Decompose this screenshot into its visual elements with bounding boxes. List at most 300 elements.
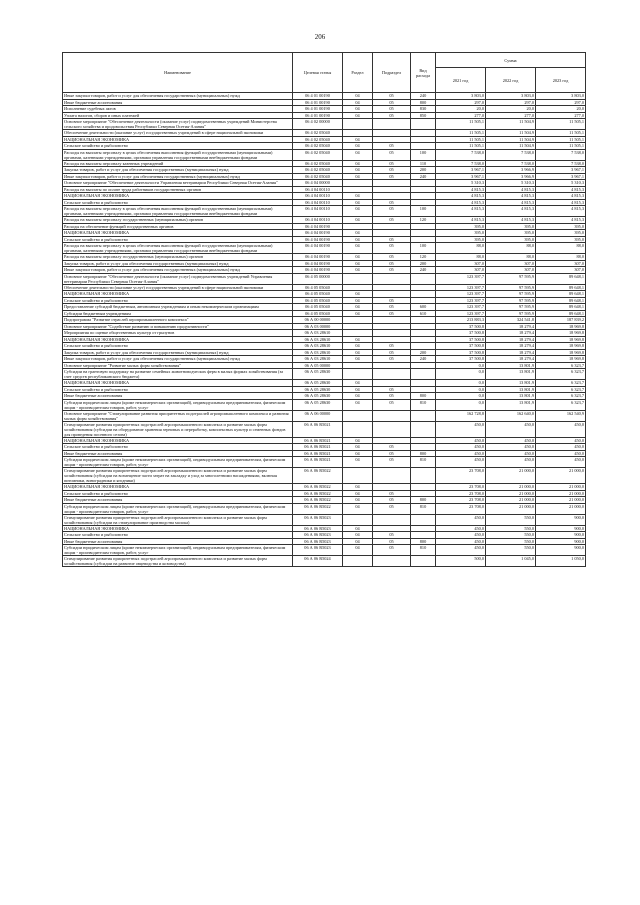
row-sum-2022: 307,0 [486, 260, 536, 267]
row-sum-2021: 3 967,1 [436, 167, 486, 174]
row-name: Сельское хозяйство и рыболовство [63, 297, 293, 304]
row-sum-2022: 88,0 [486, 243, 536, 254]
row-expense-type: 240 [411, 173, 436, 180]
row-sum-2022: 4 815,3 [486, 217, 536, 224]
row-article: 06 А 03 28610 [293, 356, 343, 363]
row-article: 06 А 06 R5022 [293, 503, 343, 514]
row-section [343, 514, 373, 525]
table-row [63, 369, 586, 380]
row-article: 06 А 06 R5021 [293, 444, 343, 451]
row-sum-2021: 4 815,3 [436, 193, 486, 200]
row-sum-2023: 11 505,1 [536, 143, 586, 150]
row-section: 04 [343, 260, 373, 267]
row-subsection: 05 [373, 386, 411, 393]
row-sum-2021: 277,0 [436, 112, 486, 119]
row-sum-2023: 450,0 [536, 444, 586, 451]
row-sum-2022: 18 279,4 [486, 323, 536, 330]
row-subsection: 05 [373, 297, 411, 304]
row-sum-2021: 23 708,0 [436, 484, 486, 491]
row-section: 04 [343, 93, 373, 100]
row-sum-2023: 450,0 [536, 450, 586, 457]
row-sum-2021: 307,0 [436, 260, 486, 267]
row-sum-2021: 0,0 [436, 399, 486, 410]
row-section: 04 [343, 545, 373, 556]
row-section: 04 [343, 217, 373, 224]
row-section: 04 [343, 304, 373, 311]
row-expense-type: 240 [411, 356, 436, 363]
row-sum-2021: 4 815,3 [436, 217, 486, 224]
row-name: НАЦИОНАЛЬНАЯ ЭКОНОМИКА [63, 230, 293, 237]
row-name: НАЦИОНАЛЬНАЯ ЭКОНОМИКА [63, 380, 293, 387]
row-sum-2022: 307,0 [486, 267, 536, 274]
row-subsection: 05 [373, 310, 411, 317]
row-sum-2021: 162 728,8 [436, 410, 486, 421]
row-section: 04 [343, 490, 373, 497]
row-sum-2022: 13 801,9 [486, 386, 536, 393]
row-expense-type [411, 410, 436, 421]
row-name: Расходы на выплаты персоналу государственных (муниципальных) органов [63, 217, 293, 224]
row-sum-2023: 21 000,0 [536, 468, 586, 484]
row-section: 04 [343, 450, 373, 457]
row-article: 06 А 00 00000 [293, 317, 343, 324]
row-article: 06 4 05 05040 [293, 284, 343, 291]
row-section [343, 556, 373, 567]
row-sum-2022: 4 815,3 [486, 206, 536, 217]
row-sum-2023: 3 967,1 [536, 167, 586, 174]
row-section: 04 [343, 199, 373, 206]
row-subsection: 05 [373, 243, 411, 254]
row-subsection: 05 [373, 167, 411, 174]
row-expense-type: 850 [411, 112, 436, 119]
row-name: Субсидии юридическим лицам (кроме некоммерческих организаций), индивидуальным предпринимателям, физическим лицам - производителям товаров, работ, услуг [63, 545, 293, 556]
row-section [343, 119, 373, 130]
row-sum-2021: 123 397,7 [436, 304, 486, 311]
row-name: Закупка товаров, работ и услуг для обеспечения государственных (муниципальных) нужд [63, 349, 293, 356]
row-sum-2022: 88,0 [486, 254, 536, 261]
row-section: 04 [343, 267, 373, 274]
row-sum-2023: 6 323,7 [536, 380, 586, 387]
row-name: Основное мероприятие "Обеспечение деятельности (оказание услуг) подведомственных учреждений Министерства сельского хозяйства и продовольствия Республики Северная Осетия-Алания" [63, 119, 293, 130]
row-sum-2021: 450,0 [436, 514, 486, 525]
row-sum-2023: 89 648,1 [536, 304, 586, 311]
row-article: 06 4 04 00190 [293, 230, 343, 237]
row-sum-2023: 21 000,0 [536, 484, 586, 491]
row-subsection: 05 [373, 399, 411, 410]
header-name: Наименование [63, 53, 293, 93]
row-section: 04 [343, 112, 373, 119]
row-sum-2023: 18 969,8 [536, 336, 586, 343]
row-subsection: 05 [373, 538, 411, 545]
row-expense-type: 810 [411, 457, 436, 468]
row-sum-2022: 450,0 [486, 421, 536, 437]
row-article: 06 4 01 00190 [293, 93, 343, 100]
row-article: 06 А 06 00000 [293, 410, 343, 421]
row-sum-2021: 450,0 [436, 525, 486, 532]
row-section: 04 [343, 254, 373, 261]
row-sum-2023: 4 815,3 [536, 186, 586, 193]
row-name: Сельское хозяйство и рыболовство [63, 490, 293, 497]
row-sum-2023: 900,0 [536, 532, 586, 539]
row-sum-2023: 89 648,1 [536, 297, 586, 304]
row-sum-2022: 20,0 [486, 106, 536, 113]
row-expense-type [411, 119, 436, 130]
row-name: Сельское хозяйство и рыболовство [63, 236, 293, 243]
row-sum-2022: 13 801,9 [486, 362, 536, 369]
row-expense-type: 800 [411, 393, 436, 400]
row-sum-2022: 450,0 [486, 437, 536, 444]
row-sum-2023: 3 803,0 [536, 93, 586, 100]
row-article: 06 4 02 05040 [293, 167, 343, 174]
table-row [63, 421, 586, 437]
row-article: 06 А 06 R5022 [293, 468, 343, 484]
row-name: Основное мероприятие "Обеспечение деятельности Управления ветеринарии Республики Северная Осетия-Алания" [63, 180, 293, 187]
row-name: Сельское хозяйство и рыболовство [63, 143, 293, 150]
row-sum-2022: 7 538,0 [486, 149, 536, 160]
row-sum-2021: 11 505,1 [436, 130, 486, 137]
row-article: 06 4 04 00190 [293, 267, 343, 274]
row-expense-type: 120 [411, 217, 436, 224]
row-sum-2023: 450,0 [536, 421, 586, 437]
row-section: 04 [343, 173, 373, 180]
row-name: Сельское хозяйство и рыболовство [63, 532, 293, 539]
row-sum-2021: 23 708,0 [436, 503, 486, 514]
row-expense-type [411, 556, 436, 567]
row-name: Основное мероприятие "Содействие развитию и повышению продуктивности" [63, 323, 293, 330]
row-sum-2023: 6 323,7 [536, 399, 586, 410]
row-article: 06 А 05 28630 [293, 399, 343, 410]
row-sum-2022: 11 504,9 [486, 130, 536, 137]
row-sum-2023: 11 505,1 [536, 130, 586, 137]
header-subsection: Подраздел [373, 53, 411, 93]
row-name: Сельское хозяйство и рыболовство [63, 343, 293, 350]
row-sum-2023: 900,0 [536, 514, 586, 525]
header-sums: Сумма [436, 53, 586, 68]
row-name: Субсидии бюджетным учреждениям [63, 310, 293, 317]
row-expense-type: 800 [411, 497, 436, 504]
row-sum-2021: 123 397,7 [436, 310, 486, 317]
row-article: 06 4 02 05040 [293, 160, 343, 167]
row-article: 06 4 05 00000 [293, 273, 343, 284]
row-sum-2022: 97 595,9 [486, 291, 536, 298]
row-name: Исполнение судебных актов [63, 106, 293, 113]
row-sum-2022: 4 815,3 [486, 193, 536, 200]
row-expense-type: 810 [411, 399, 436, 410]
row-sum-2022: 11 504,9 [486, 136, 536, 143]
row-sum-2023: 6 323,7 [536, 386, 586, 393]
row-article: 06 4 02 05040 [293, 173, 343, 180]
row-sum-2021: 23 708,0 [436, 490, 486, 497]
row-name: Расходы на выплаты персоналу казенных учреждений [63, 160, 293, 167]
row-sum-2021: 3 967,1 [436, 173, 486, 180]
row-sum-2023: 3 967,1 [536, 173, 586, 180]
header-2022: 2022 год [486, 68, 536, 93]
row-sum-2021: 37 500,8 [436, 323, 486, 330]
row-section: 04 [343, 538, 373, 545]
row-sum-2023: 307,0 [536, 260, 586, 267]
row-article: 06 А 05 28630 [293, 369, 343, 380]
row-sum-2021: 11 505,1 [436, 143, 486, 150]
table-row [63, 468, 586, 484]
row-sum-2022: 21 000,0 [486, 490, 536, 497]
row-section: 04 [343, 349, 373, 356]
row-sum-2022: 18 279,4 [486, 349, 536, 356]
row-name: Подпрограмма "Развитие отраслей агропромышленного комплекса" [63, 317, 293, 324]
row-sum-2023: 21 000,0 [536, 497, 586, 504]
row-sum-2022: 324 541,8 [486, 317, 536, 324]
row-name: Расходы на выплаты по оплате труда работников государственных органов [63, 186, 293, 193]
table-row [63, 243, 586, 254]
row-name: Стимулирование развития приоритетных подотраслей агропромышленного комплекса и развитие малых форм хозяйствования (субсидии на возмещение части затрат на закладку и уход за многолетними насаждениями, включая питомники, виноградники и ягодники) [63, 468, 293, 484]
row-section: 04 [343, 136, 373, 143]
row-expense-type: 200 [411, 167, 436, 174]
row-sum-2022: 550,0 [486, 538, 536, 545]
row-sum-2021: 297,0 [436, 99, 486, 106]
row-sum-2022: 450,0 [486, 444, 536, 451]
row-subsection: 05 [373, 149, 411, 160]
row-name: Субсидии юридическим лицам (кроме некоммерческих организаций), индивидуальным предпринимателям, физическим лицам - производителям товаров, работ, услуг [63, 503, 293, 514]
row-name: Иные закупки товаров, работ и услуг для обеспечения государственных (муниципальных) нужд [63, 267, 293, 274]
row-sum-2023: 6 323,7 [536, 369, 586, 380]
row-expense-type: 810 [411, 545, 436, 556]
row-sum-2022: 97 595,9 [486, 297, 536, 304]
row-section [343, 468, 373, 484]
row-name: Расходы на выплаты персоналу в целях обеспечения выполнения функций государственными (муниципальными) органами, казенными учреждениями, органами управления государственными внебюджетными фондами [63, 206, 293, 217]
row-expense-type [411, 468, 436, 484]
row-sum-2021: 7 538,0 [436, 160, 486, 167]
row-name: Обеспечение деятельности (оказание услуг) государственных учреждений в сфере национальной экономики [63, 284, 293, 291]
row-sum-2022: 395,0 [486, 236, 536, 243]
row-sum-2022: 21 000,0 [486, 503, 536, 514]
row-subsection [373, 273, 411, 284]
row-name: Иные бюджетные ассигнования [63, 450, 293, 457]
row-sum-2023: 900,0 [536, 545, 586, 556]
row-article: 06 А 05 28630 [293, 380, 343, 387]
row-subsection [373, 468, 411, 484]
row-name: Субсидии юридическим лицам (кроме некоммерческих организаций), индивидуальным предпринимателям, физическим лицам - производителям товаров, работ, услуг [63, 399, 293, 410]
row-section [343, 421, 373, 437]
row-article: 06 А 06 R5023 [293, 532, 343, 539]
row-expense-type: 800 [411, 99, 436, 106]
row-name: Иные закупки товаров, работ и услуг для обеспечения государственных (муниципальных) нужд [63, 93, 293, 100]
row-sum-2021: 123 397,7 [436, 273, 486, 284]
row-expense-type: 810 [411, 503, 436, 514]
header-2021: 2021 год [436, 68, 486, 93]
row-article: 06 А 05 28630 [293, 393, 343, 400]
row-article: 06 4 04 00000 [293, 180, 343, 187]
row-section: 04 [343, 532, 373, 539]
table-body [63, 93, 586, 567]
row-sum-2021: 450,0 [436, 538, 486, 545]
row-subsection: 05 [373, 450, 411, 457]
table-row [63, 410, 586, 421]
row-sum-2023: 18 969,8 [536, 330, 586, 337]
row-sum-2022: 13 801,9 [486, 393, 536, 400]
row-name: Сельское хозяйство и рыболовство [63, 386, 293, 393]
row-sum-2022: 13 801,9 [486, 380, 536, 387]
row-section: 04 [343, 297, 373, 304]
row-sum-2021: 5 310,3 [436, 180, 486, 187]
row-article: 06 4 04 00190 [293, 243, 343, 254]
row-expense-type: 800 [411, 450, 436, 457]
row-name: НАЦИОНАЛЬНАЯ ЭКОНОМИКА [63, 484, 293, 491]
row-name: НАЦИОНАЛЬНАЯ ЭКОНОМИКА [63, 336, 293, 343]
row-sum-2021: 500,0 [436, 556, 486, 567]
row-subsection: 05 [373, 356, 411, 363]
header-2023: 2023 год [536, 68, 586, 93]
row-sum-2021: 123 397,7 [436, 284, 486, 291]
row-article: 06 4 04 00110 [293, 199, 343, 206]
row-sum-2021: 37 500,8 [436, 336, 486, 343]
row-sum-2021: 123 397,7 [436, 291, 486, 298]
row-article: 06 А 03 28610 [293, 343, 343, 350]
row-article: 06 4 02 05040 [293, 143, 343, 150]
row-sum-2023: 89 648,1 [536, 284, 586, 291]
table-row [63, 457, 586, 468]
row-section: 04 [343, 356, 373, 363]
row-section [343, 410, 373, 421]
row-article: 06 А 03 28610 [293, 349, 343, 356]
row-expense-type [411, 273, 436, 284]
row-subsection [373, 410, 411, 421]
row-section: 04 [343, 503, 373, 514]
table-row [63, 149, 586, 160]
row-sum-2023: 6 323,7 [536, 362, 586, 369]
row-section [343, 369, 373, 380]
row-article: 06 4 04 00190 [293, 260, 343, 267]
row-name: Сельское хозяйство и рыболовство [63, 199, 293, 206]
row-expense-type: 830 [411, 106, 436, 113]
row-name: НАЦИОНАЛЬНАЯ ЭКОНОМИКА [63, 136, 293, 143]
row-name: Иные бюджетные ассигнования [63, 393, 293, 400]
row-name: Мероприятия по оценке общественных культур от грызунов [63, 330, 293, 337]
row-section: 04 [343, 160, 373, 167]
row-name: Сельское хозяйство и рыболовство [63, 444, 293, 451]
row-sum-2023: 4 815,3 [536, 193, 586, 200]
row-article: 06 4 02 05040 [293, 130, 343, 137]
row-sum-2021: 88,0 [436, 254, 486, 261]
row-section: 04 [343, 525, 373, 532]
row-article: 06 А 06 R5021 [293, 421, 343, 437]
row-sum-2022: 18 279,4 [486, 330, 536, 337]
row-sum-2021: 450,0 [436, 457, 486, 468]
row-sum-2022: 395,0 [486, 223, 536, 230]
row-article: 06 4 04 00110 [293, 186, 343, 193]
row-sum-2021: 450,0 [436, 532, 486, 539]
row-sum-2021: 4 815,3 [436, 199, 486, 206]
row-name: Стимулирование развития приоритетных подотраслей агропромышленного комплекса и развитие малых форм хозяйствования (субсидии на оборудование хранения зерновых и переработку, комплексных культур и семенных фондов для проведения посевного сезона) [63, 421, 293, 437]
row-section: 04 [343, 193, 373, 200]
row-name: НАЦИОНАЛЬНАЯ ЭКОНОМИКА [63, 437, 293, 444]
row-section: 04 [343, 310, 373, 317]
row-name: НАЦИОНАЛЬНАЯ ЭКОНОМИКА [63, 193, 293, 200]
row-section: 04 [343, 230, 373, 237]
row-section: 04 [343, 437, 373, 444]
row-sum-2022: 11 504,9 [486, 143, 536, 150]
row-section [343, 273, 373, 284]
row-sum-2022: 550,0 [486, 525, 536, 532]
row-section: 04 [343, 336, 373, 343]
row-sum-2021: 37 500,8 [436, 349, 486, 356]
row-section: 04 [343, 106, 373, 113]
row-article: 06 А 03 00000 [293, 323, 343, 330]
row-subsection [373, 119, 411, 130]
row-section: 04 [343, 149, 373, 160]
row-sum-2021: 23 708,0 [436, 468, 486, 484]
row-sum-2023: 900,0 [536, 525, 586, 532]
row-section: 04 [343, 386, 373, 393]
row-subsection [373, 421, 411, 437]
row-sum-2023: 395,0 [536, 230, 586, 237]
row-article: 06 А 05 00000 [293, 362, 343, 369]
row-article: 06 4 04 00110 [293, 206, 343, 217]
row-section: 04 [343, 243, 373, 254]
budget-table-container [62, 52, 585, 567]
row-name: Основное мероприятие "Обеспечение деятельности (оказание услуг) подведомственных учреждений Управления ветеринарии Республики Северная Осетия-Алания" [63, 273, 293, 284]
row-article: 06 А 03 28610 [293, 330, 343, 337]
row-article: 06 А 06 R5023 [293, 545, 343, 556]
header-expense-type: Вид расхода [411, 53, 436, 93]
row-expense-type: 200 [411, 260, 436, 267]
row-name: Иные бюджетные ассигнования [63, 538, 293, 545]
row-name: Субсидии на грантовую поддержку на развитие семейных животноводческих ферм в малых формах хозяйствования (за счет средств республиканского бюджета) [63, 369, 293, 380]
row-sum-2021: 450,0 [436, 450, 486, 457]
row-section: 04 [343, 167, 373, 174]
row-sum-2022: 13 801,9 [486, 369, 536, 380]
row-sum-2022: 297,0 [486, 99, 536, 106]
row-sum-2022: 4 815,3 [486, 199, 536, 206]
row-section: 04 [343, 343, 373, 350]
row-subsection [373, 556, 411, 567]
row-name: Иные закупки товаров, работ и услуг для обеспечения государственных (муниципальных) нужд [63, 356, 293, 363]
row-sum-2022: 21 000,0 [486, 497, 536, 504]
row-article: 06 А 06 R5023 [293, 538, 343, 545]
row-name: Стимулирование развития приоритетных подотраслей агропромышленного комплекса и развитие малых форм хозяйствования (субсидии на стимулирование производства молока) [63, 514, 293, 525]
row-article: 06 4 05 05040 [293, 291, 343, 298]
row-subsection: 05 [373, 254, 411, 261]
row-expense-type: 100 [411, 149, 436, 160]
budget-table [62, 52, 586, 567]
row-sum-2023: 4 815,3 [536, 199, 586, 206]
row-sum-2023: 21 000,0 [536, 503, 586, 514]
row-sum-2022: 5 310,3 [486, 180, 536, 187]
row-section: 04 [343, 99, 373, 106]
row-article: 06 4 01 00190 [293, 99, 343, 106]
row-sum-2021: 450,0 [436, 421, 486, 437]
row-sum-2023: 88,0 [536, 254, 586, 261]
row-name: Закупка товаров, работ и услуг для обеспечения государственных (муниципальных) нужд [63, 167, 293, 174]
row-sum-2021: 4 815,3 [436, 186, 486, 193]
row-sum-2022: 3 803,0 [486, 93, 536, 100]
row-subsection: 05 [373, 217, 411, 224]
row-article: 06 А 06 R5021 [293, 437, 343, 444]
table-row [63, 119, 586, 130]
row-sum-2022: 450,0 [486, 457, 536, 468]
row-article: 06 4 05 05040 [293, 304, 343, 311]
row-article: 06 4 05 05040 [293, 297, 343, 304]
row-sum-2022: 97 595,9 [486, 304, 536, 311]
row-subsection: 05 [373, 393, 411, 400]
row-sum-2022: 11 504,9 [486, 119, 536, 130]
row-sum-2021: 395,0 [436, 236, 486, 243]
row-sum-2022: 13 801,9 [486, 399, 536, 410]
row-expense-type: 240 [411, 93, 436, 100]
row-article: 06 А 06 R5022 [293, 484, 343, 491]
row-sum-2022: 277,0 [486, 112, 536, 119]
row-sum-2021: 11 505,1 [436, 136, 486, 143]
row-sum-2023: 1 050,0 [536, 556, 586, 567]
row-sum-2023: 4 815,3 [536, 206, 586, 217]
row-name: НАЦИОНАЛЬНАЯ ЭКОНОМИКА [63, 525, 293, 532]
